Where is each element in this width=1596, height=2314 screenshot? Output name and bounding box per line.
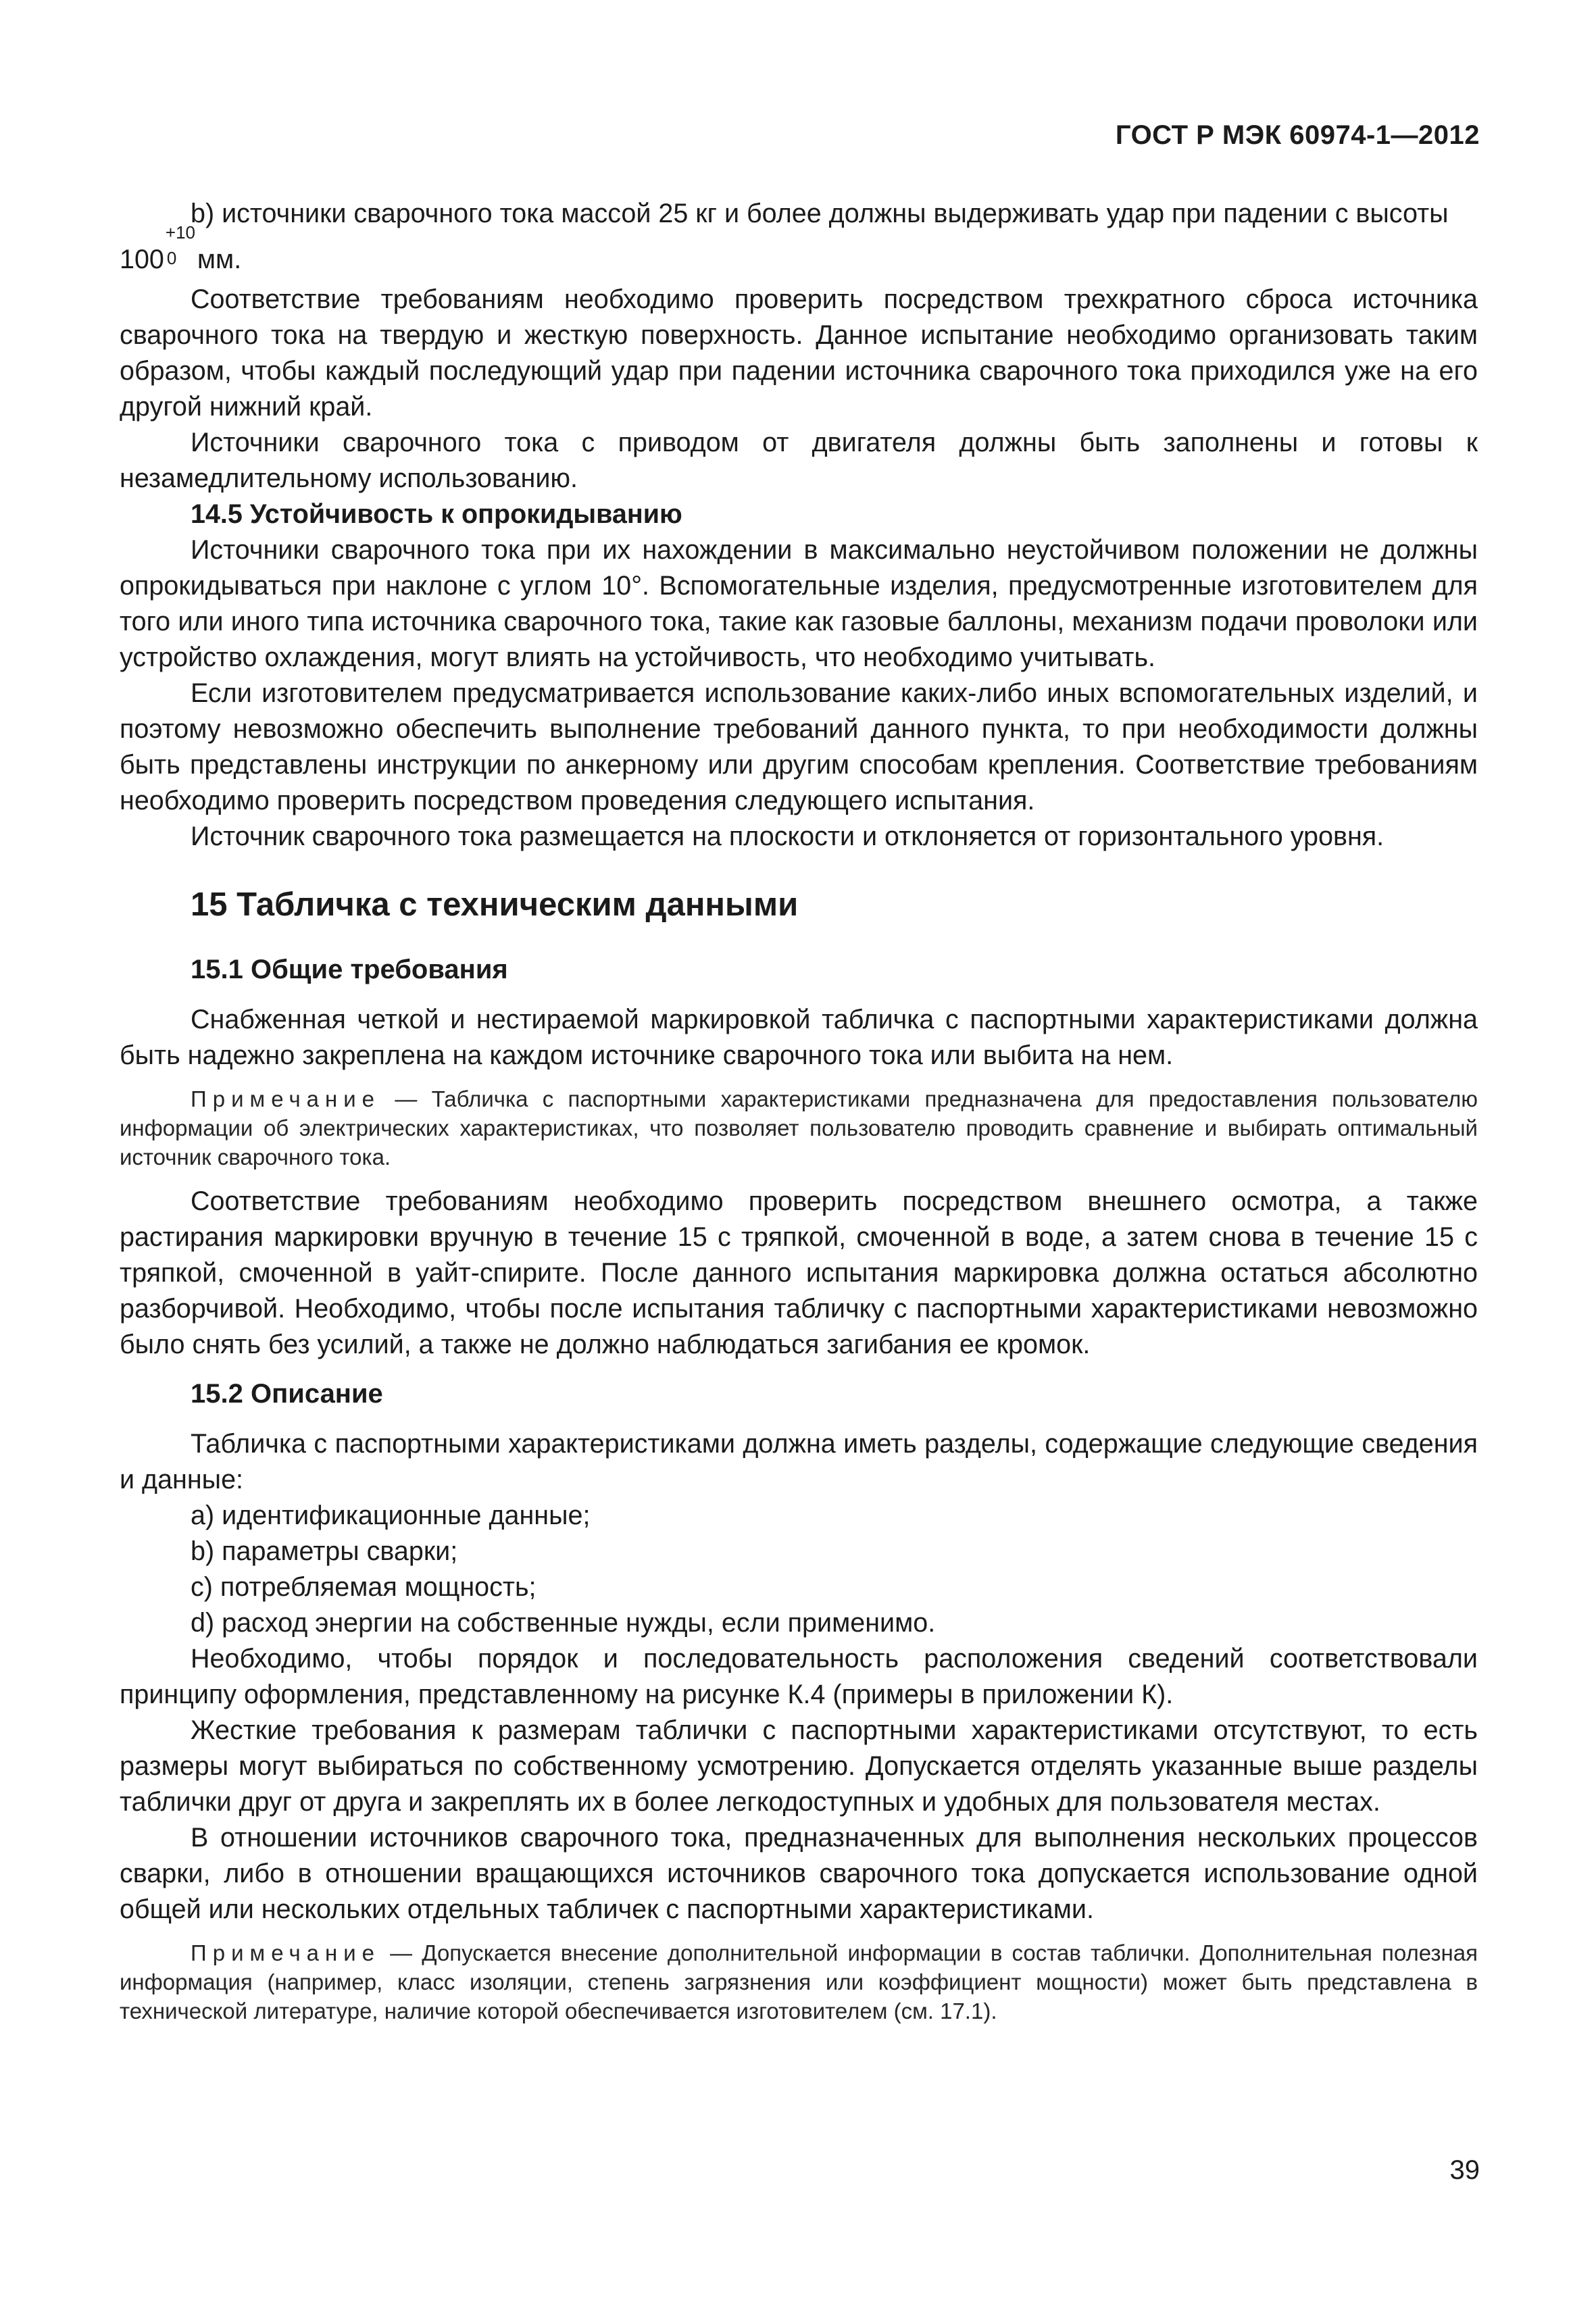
tolerance-upper: +10 [165, 222, 196, 243]
list-item: b) параметры сварки; [191, 1536, 458, 1566]
note-1 [120, 1084, 1478, 1172]
paragraph: Соответствие требованиям необходимо проверить посредством трехкратного сброса источника сварочного тока на твердую и жесткую поверхность. Данное испытание необходимо организовать таким образом, чтобы каждый последующий удар при падении источника сварочного тока приходился уже на его другой нижний край. [120, 284, 1478, 422]
note-label: Примечание [191, 1940, 381, 1965]
tolerance [164, 222, 196, 268]
note-label: Примечание [191, 1086, 381, 1111]
paragraph: Снабженная четкой и нестираемой маркировкой табличка с паспортными характеристиками должна быть надежно закреплена на каждом источнике сварочного тока или выбита на нем. [120, 1005, 1478, 1070]
height-value: 100 [120, 245, 164, 274]
clause-title-15-1: 15.1 Общие требования [191, 955, 508, 984]
list-item: d) расход энергии на собственные нужды, если применимо. [191, 1608, 936, 1638]
document-body [120, 196, 1478, 2038]
clause-title-14-5: 14.5 Устойчивость к опрокидыванию [191, 499, 682, 529]
paragraph: Источники сварочного тока при их нахождении в максимально неустойчивом положении не должны опрокидываться при наклоне с углом 10°. Вспомогательные изделия, предусмотренные изготовителем для того или иного типа источника сварочного тока, такие как газовые баллоны, механизм подачи проволоки или устройство охлаждения, могут влиять на устойчивость, что необходимо учитывать. [120, 535, 1478, 672]
clause-title-15-2: 15.2 Описание [191, 1379, 383, 1409]
section-title-15: 15 Табличка с техническим данными [191, 886, 799, 923]
paragraph: Источник сварочного тока размещается на плоскости и отклоняется от горизонтального уровня. [191, 822, 1385, 851]
list-item: a) идентификационные данные; [191, 1501, 591, 1530]
paragraph: В отношении источников сварочного тока, предназначенных для выполнения нескольких процессов сварки, либо в отношении вращающихся источников сварочного тока допускается использование одной общей или нескольких отдельных табличек с паспортными характеристиками. [120, 1823, 1478, 1924]
page-number: 39 [1449, 2155, 1480, 2185]
note-text: — Табличка с паспортными характеристиками предназначена для предоставления пользователю информации об электрических характеристиках, что позволяет пользователю проводить сравнение и выбирать оптимальный источник сварочного тока. [120, 1086, 1478, 1169]
height-unit: мм. [189, 245, 242, 274]
paragraph: Источники сварочного тока с приводом от двигателя должны быть заполнены и готовы к незамедлительному использованию. [120, 428, 1478, 493]
paragraph: Табличка с паспортными характеристиками должна иметь разделы, содержащие следующие сведения и данные: [120, 1429, 1478, 1494]
note-text: — Допускается внесение дополнительной информации в состав таблички. Дополнительная полезная информация (например, класс изоляции, степень загрязнения или коэффициент мощности) может быть представлена в технической литературе, наличие которой обеспечивается изготовителем (см. 17.1). [120, 1940, 1478, 2023]
standard-header: ГОСТ Р МЭК 60974-1—2012 [1115, 120, 1480, 150]
paragraph: Если изготовителем предусматривается использование каких-либо иных вспомогательных изделий, и поэтому невозможно обеспечить выполнение требований данного пункта, то при необходимости должны быть представлены инструкции по анкерному или другим способам крепления. Соответствие требованиям необходимо проверить посредством проведения следующего испытания. [120, 678, 1478, 815]
tolerance-lower: 0 [166, 248, 177, 268]
paragraph: Соответствие требованиям необходимо проверить посредством внешнего осмотра, а также растирания маркировки вручную в течение 15 с тряпкой, смоченной в воде, а затем снова в течение 15 с тряпкой, смоченной в уайт-спирите. После данного испытания маркировка должна остаться абсолютно разборчивой. Необходимо, чтобы после испытания табличку с паспортными характеристиками невозможно было снять без усилий, а также не должно наблюдаться загибания ее кромок. [120, 1186, 1478, 1359]
paragraph-b: b) источники сварочного тока массой 25 кг и более должны выдерживать удар при падении с высоты [191, 199, 1449, 228]
list-item: c) потребляемая мощность; [191, 1572, 537, 1602]
note-2 [120, 1938, 1478, 2026]
paragraph-b-height [120, 222, 1478, 278]
paragraph: Жесткие требования к размерам таблички с паспортными характеристиками отсутствуют, то есть размеры могут выбираться по собственному усмотрению. Допускается отделять указанные выше разделы таблички друг от друга и закреплять их в более легкодоступных и удобных для пользователя местах. [120, 1715, 1478, 1817]
paragraph: Необходимо, чтобы порядок и последовательность расположения сведений соответствовали принципу оформления, представленному на рисунке К.4 (примеры в приложении К). [120, 1644, 1478, 1709]
